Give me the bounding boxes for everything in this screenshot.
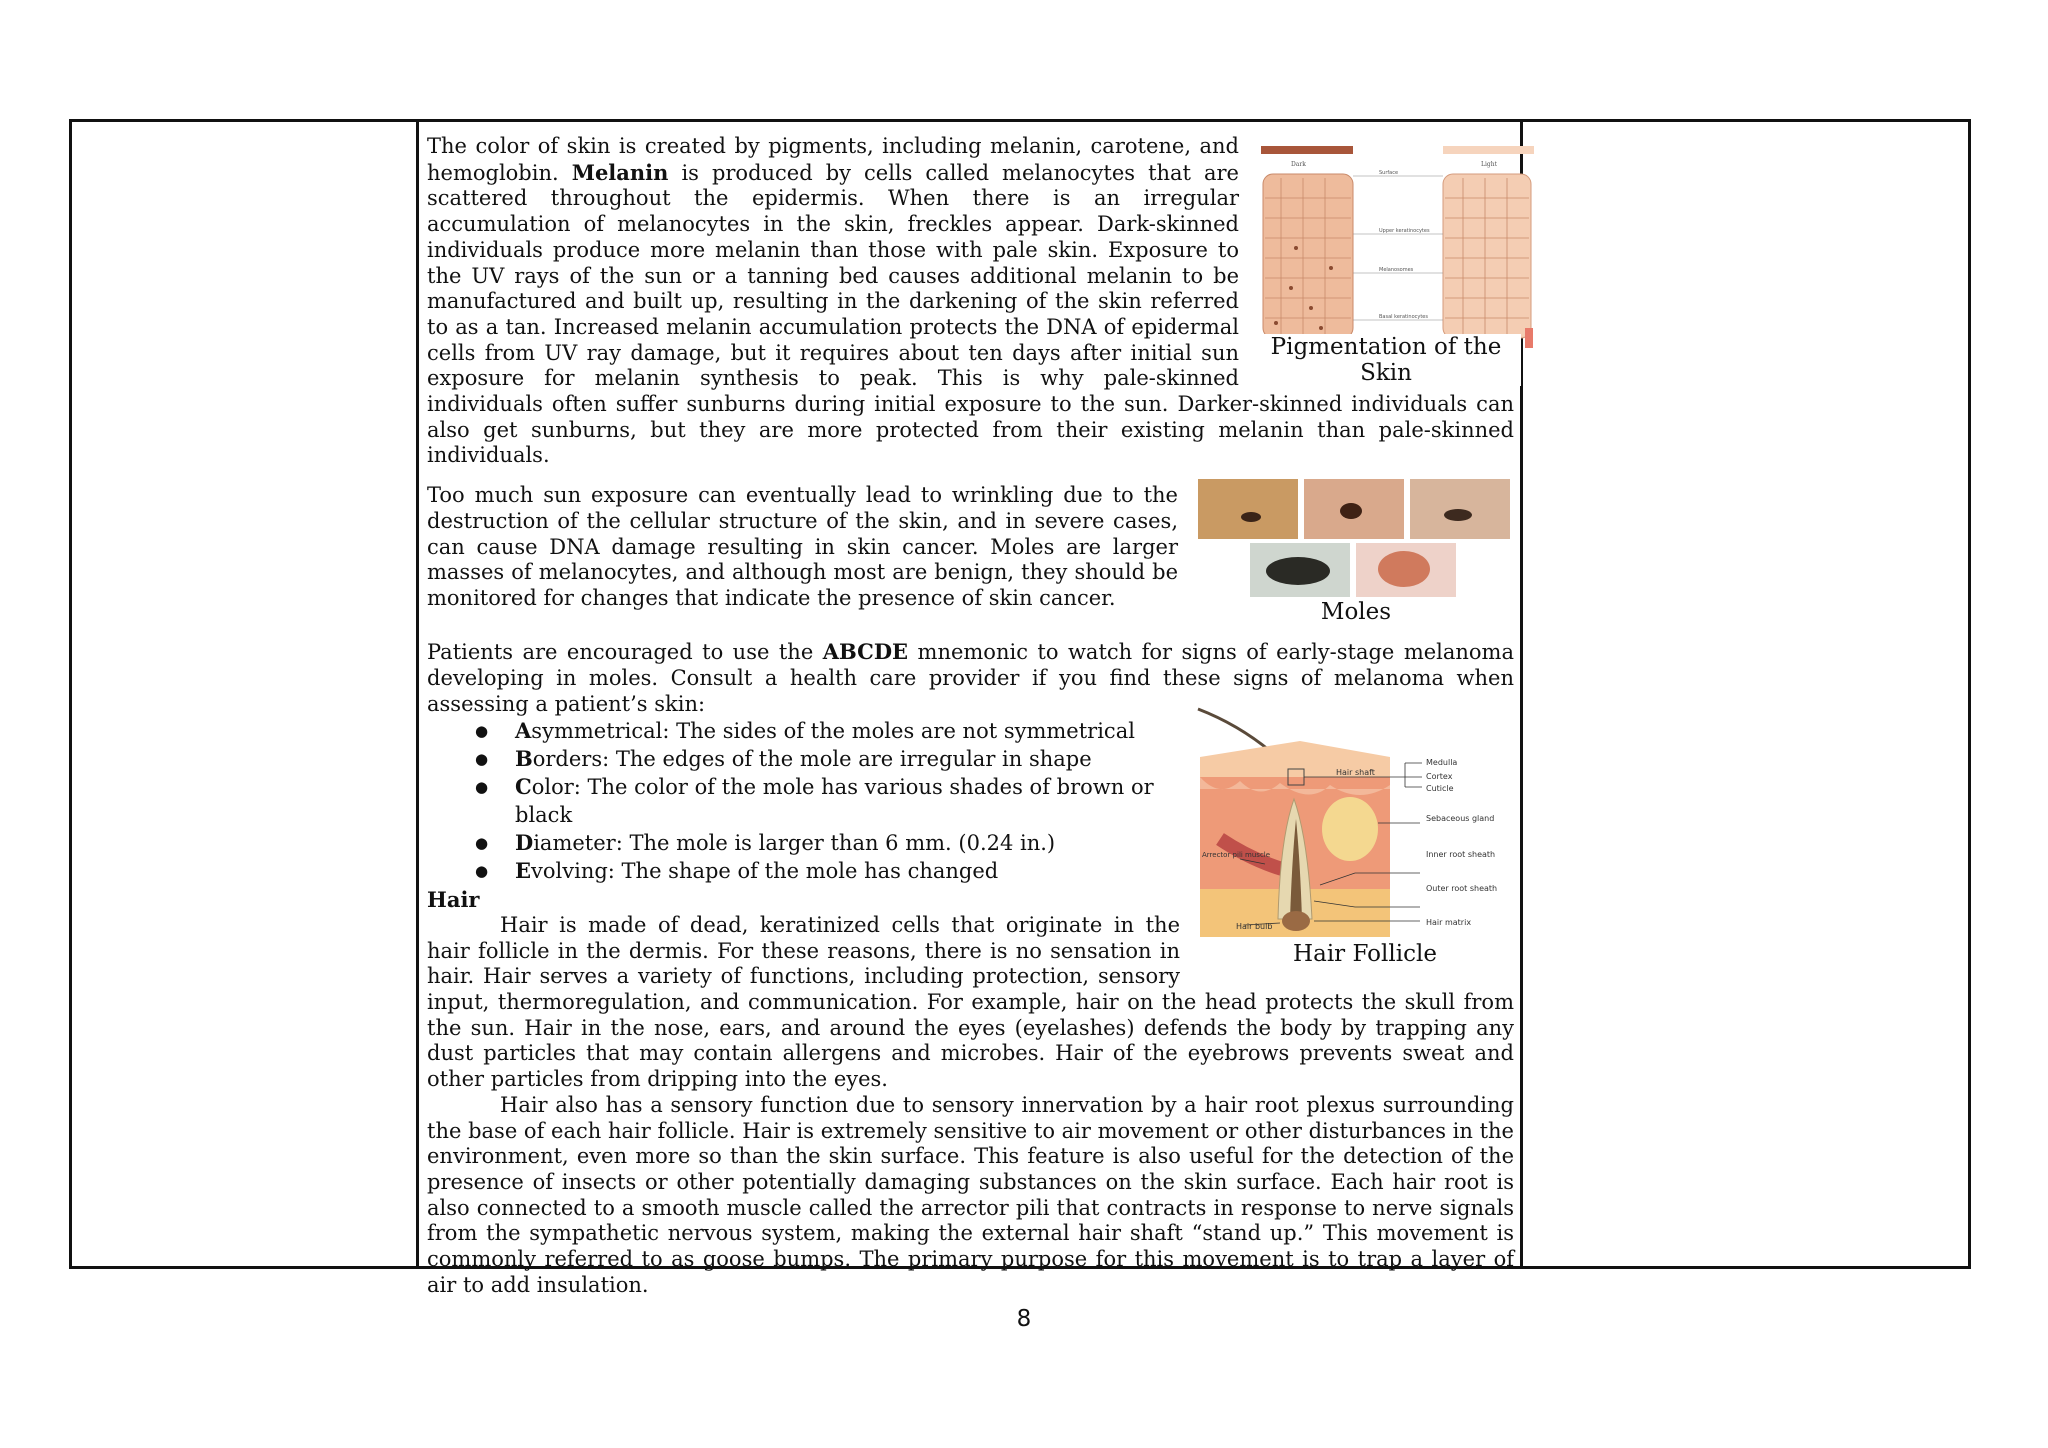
paragraph-hair-2: Hair also has a sensory function due to sensory innervation by a hair root plexus surrounding the base of each hair follicle. Hair is extremely sensitive to air movement or other disturbances in the environment, even more so than the skin surface. This feature is also useful for the detection of the presence of insects or other potentially damaging substances on the skin surface. Each hair root is also connected to a smooth muscle called the arrector pili that contracts in response to nerve signals from the sympathetic nervous system, making the external hair shaft “stand up.” This movement is commonly referred to as goose bumps. The primary purpose for this movement is to trap a layer of air to add insulation. — [427, 1092, 1514, 1297]
list-item: ● Borders: The edges of the mole are irregular in shape — [475, 745, 1514, 773]
label-hair-bulb: Hair bulb — [1236, 922, 1273, 932]
label-basal-keratinocytes: Basal keratinocytes — [1379, 314, 1428, 320]
paragraph-abcde-intro: Patients are encouraged to use the ABCDE mnemonic to watch for signs of early-stage melanoma developing in moles. Consult a health care provider if you find these signs of melanoma when assessing a patient’s skin: — [427, 639, 1514, 716]
moles-photos — [1196, 479, 1516, 597]
figure-pigmentation — [1251, 138, 1534, 386]
label-surface: Surface — [1379, 170, 1399, 176]
caption-moles: Moles — [1320, 599, 1392, 626]
paragraph-moles: Too much sun exposure can eventually lead to wrinkling due to the destruction of the cellular structure of the skin, and in severe cases, can cause DNA damage resulting in skin cancer. Moles are larger masses of melanocytes, and although most are benign, they should be monitored for changes that indicate the presence of skin cancer. — [427, 483, 1178, 610]
label-melanosomes: Melanosomes — [1379, 267, 1414, 273]
label-dark: Dark — [1291, 161, 1306, 168]
caption-pigmentation: Pigmentation of the Skin — [1251, 334, 1521, 386]
pigmentation-illustration — [1251, 138, 1534, 348]
page-number: 8 — [1016, 1306, 1032, 1332]
label-cortex: Cortex — [1426, 772, 1453, 782]
label-cuticle: Cuticle — [1426, 784, 1454, 794]
main-content — [427, 134, 1514, 1299]
label-hair-matrix: Hair matrix — [1426, 918, 1472, 928]
column-divider-left — [416, 122, 419, 1266]
term-melanin: Melanin — [571, 159, 669, 185]
label-arrector-pili: Arrector pili muscle — [1202, 851, 1271, 860]
label-medulla: Medulla — [1426, 758, 1458, 768]
label-sebaceous-gland: Sebaceous gland — [1426, 814, 1495, 824]
paragraph-skin-color: The color of skin is created by pigments, including melanin, carotene, and hemoglobin. Melanin is produced by cells called melanocytes that are scattered throughout the epidermis. When there is an irregular accumulation of melanocytes in the skin, freckles appear. Dark-skinned individuals produce more melanin than those with pale skin. Exposure to the UV rays of the sun or a tanning bed causes additional melanin to be manufactured and built up, resulting in the darkening of the skin referred to as a tan. Increased melanin accumulation protects the DNA of epidermal cells from UV ray damage, but it requires about ten days after initial sun exposure for melanin synthesis to peak. This is why pale-skinned individuals often suffer sunburns during initial exposure to the sun. Darker-skinned individuals can also get sunburns, but they are more protected from their existing melanin than pale-skinned individuals. — [427, 134, 1514, 468]
label-light: Light — [1481, 161, 1498, 168]
label-upper-keratinocytes: Upper keratinocytes — [1379, 228, 1430, 234]
label-outer-root-sheath: Outer root sheath — [1426, 884, 1498, 894]
caption-hair-follicle: Hair Follicle — [1293, 941, 1437, 968]
list-item: ● Diameter: The mole is larger than 6 mm. (0.24 in.) — [475, 829, 1514, 857]
abcde-list — [427, 717, 1514, 885]
term-abcde: ABCDE — [822, 639, 909, 665]
list-item: ● Asymmetrical: The sides of the moles are not symmetrical — [475, 717, 1514, 745]
list-item: ● Color: The color of the mole has various shades of brown or black — [475, 773, 1514, 829]
paragraph-hair-1: Hair is made of dead, keratinized cells that originate in the hair follicle in the dermis. For these reasons, there is no sensation in hair. Hair serves a variety of functions, including protection, sensory input, thermoregulation, and communication. For example, hair on the head protects the skull from the sun. Hair in the nose, ears, and around the eyes (eyelashes) defends the body by trapping any dust particles that may contain allergens and microbes. Hair of the eyebrows prevents sweat and other particles from dripping into the eyes. — [427, 912, 1514, 1092]
heading-hair: Hair — [427, 887, 480, 913]
label-inner-root-sheath: Inner root sheath — [1426, 850, 1496, 860]
list-item: ● Evolving: The shape of the mole has changed — [475, 857, 1514, 885]
figure-moles — [1196, 479, 1516, 625]
label-hair-shaft: Hair shaft — [1336, 768, 1375, 778]
